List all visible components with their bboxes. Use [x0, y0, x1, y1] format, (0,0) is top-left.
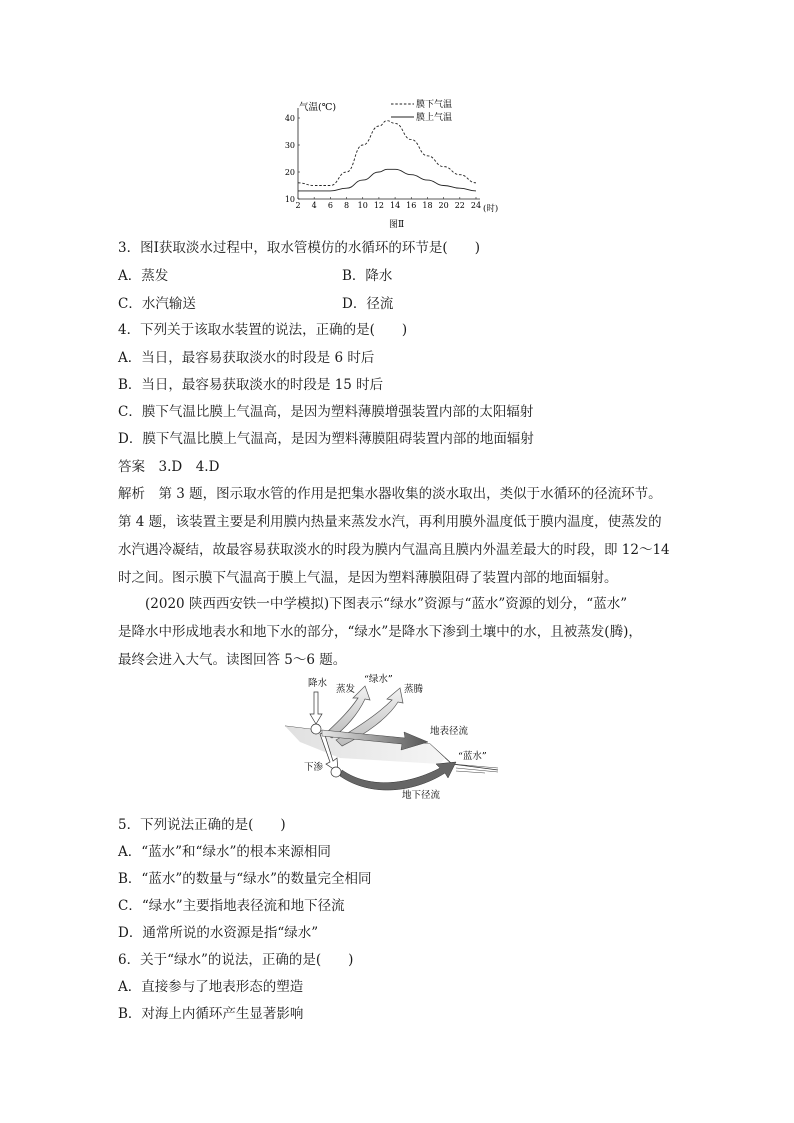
x-tick-label: 8: [343, 201, 350, 210]
y-tick-label: 10: [284, 195, 295, 204]
q5-stem: 5．下列说法正确的是( ): [118, 817, 286, 833]
x-tick-label: 18: [422, 201, 433, 210]
analysis-line-1: 解析 第 3 题，图示取水管的作用是把集水器收集的淡水取出，类似于水循环的径流环节。: [118, 486, 662, 502]
label-green-water: “绿水”: [364, 674, 393, 685]
q4-option-b: B．当日，最容易获取淡水的时段是 15 时后: [118, 377, 384, 393]
analysis-line-4: 时之间。图示膜下气温高于膜上气温，是因为塑料薄膜阻碍了装置内部的地面辐射。: [118, 570, 618, 586]
x-tick-label: 4: [311, 201, 317, 210]
q4-option-c: C．膜下气温比膜上气温高，是因为塑料薄膜增强装置内部的太阳辐射: [118, 404, 534, 420]
q3-option-c: C．水汽输送: [118, 296, 196, 312]
chart-xlabel: (时): [483, 204, 499, 214]
x-tick-label: 12: [373, 201, 385, 210]
x-tick-label: 14: [389, 201, 401, 210]
q4-stem: 4．下列关于该取水装置的说法，正确的是( ): [118, 322, 408, 338]
x-tick-label: 2: [295, 201, 301, 210]
series-line-over-film: [298, 169, 476, 191]
answer-line: 答案 3.D 4.D: [118, 459, 220, 475]
intro-line-2: 是降水中形成地表水和地下水的部分，“绿水”是降水下渗到土壤中的水，且被蒸发(腾)，: [118, 624, 642, 640]
chart-ylabel: 气温(℃): [299, 102, 337, 113]
q3-option-b: B．降水: [342, 268, 393, 284]
analysis-line-3: 水汽遇冷凝结，故最容易获取淡水的时段为膜内气温高且膜内外温差最大的时段，即 12～14: [118, 542, 670, 558]
q5-option-a: A．“蓝水”和“绿水”的根本来源相同: [118, 844, 331, 860]
y-tick-label: 20: [284, 168, 295, 177]
intro-line-3: 最终会进入大气。读图回答 5～6 题。: [118, 652, 347, 668]
series-line-under-film: [298, 121, 476, 186]
x-tick-label: 10: [357, 201, 368, 210]
water-resource-diagram: [280, 672, 500, 812]
analysis-line-2: 第 4 题，该装置主要是利用膜内热量来蒸发水汽，再利用膜外温度低于膜内温度，使蒸发的: [118, 514, 662, 530]
legend-label-over: 膜上气温: [416, 113, 453, 123]
q5-option-b: B．“蓝水”的数量与“绿水”的数量完全相同: [118, 871, 372, 887]
x-tick-label: 24: [470, 201, 482, 210]
chart-series: [298, 121, 476, 191]
temperature-line-chart: [276, 96, 516, 231]
q6-option-a: A．直接参与了地表形态的塑造: [118, 979, 304, 995]
label-blue-water: “蓝水”: [458, 751, 487, 762]
intro-paragraph: [118, 590, 678, 674]
q4-option-d: D．膜下气温比膜上气温高，是因为塑料薄膜阻碍装置内部的地面辐射: [118, 431, 534, 447]
y-tick-label: 40: [284, 114, 295, 123]
infiltration-node: [331, 767, 341, 777]
q3-stem: 3．图Ⅰ获取淡水过程中，取水管模仿的水循环的环节是( ): [118, 240, 480, 256]
q5-option-c: C．“绿水”主要指地表径流和地下径流: [118, 898, 345, 914]
x-tick-label: 6: [327, 201, 333, 210]
analysis-paragraph: [118, 480, 678, 592]
x-tick-label: 20: [438, 201, 449, 210]
label-surface-runoff: 地表径流: [430, 726, 469, 737]
q6-option-b: B．对海上内循环产生显著影响: [118, 1006, 304, 1022]
label-evaporation: 蒸发: [336, 684, 356, 695]
q5-option-d: D．通常所说的水资源是指“绿水”: [118, 925, 319, 941]
q6-stem: 6．关于“绿水”的说法，正确的是( ): [118, 952, 354, 968]
precipitation-node: [311, 724, 321, 734]
legend-label-under: 膜下气温: [416, 100, 453, 110]
chart-legend: [391, 98, 452, 123]
label-groundwater-runoff: 地下径流: [402, 790, 441, 801]
q4-option-a: A．当日，最容易获取淡水的时段是 6 时后: [118, 350, 375, 366]
x-tick-label: 22: [454, 201, 465, 210]
label-infiltration: 下渗: [304, 762, 324, 773]
x-tick-label: 16: [406, 201, 417, 210]
y-tick-label: 30: [284, 141, 295, 150]
intro-line-1: (2020 陕西西安铁一中学模拟)下图表示“绿水”资源与“蓝水”资源的划分，“蓝水”: [118, 596, 628, 612]
q3-option-d: D．径流: [342, 296, 394, 312]
precipitation-arrow: [310, 692, 322, 724]
chart-ticks: [285, 114, 481, 210]
river-line: [452, 764, 498, 773]
label-transpiration: 蒸腾: [404, 684, 424, 695]
q3-option-a: A．蒸发: [118, 268, 169, 284]
groundwater-runoff-arrow: [340, 762, 456, 790]
chart-title: 图Ⅱ: [389, 220, 405, 230]
label-precipitation: 降水: [308, 678, 328, 689]
